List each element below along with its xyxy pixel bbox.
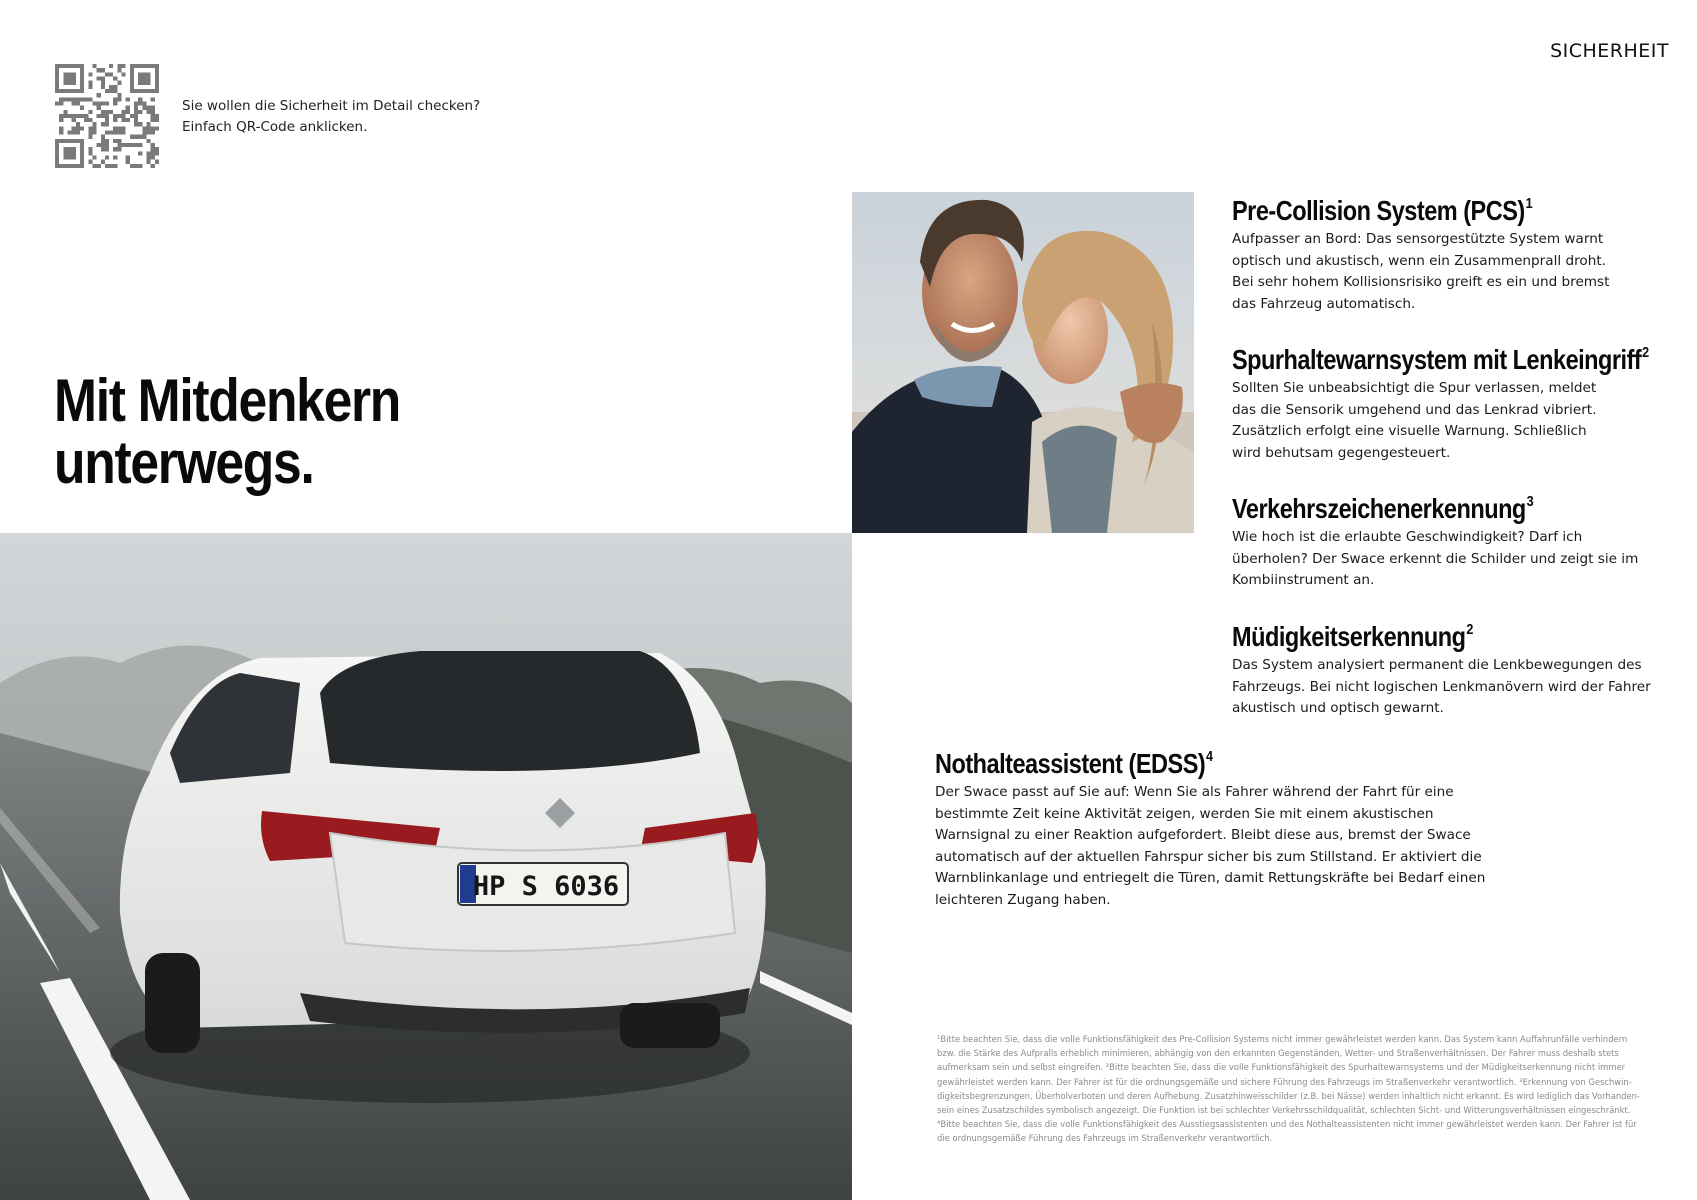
feature-title: Verkehrszeichenerkennung$^3$ <box>1232 493 1534 524</box>
feature-pcs <box>1232 188 1609 315</box>
footnote-line: sein eines Zusatzschildes symbolisch angezeigt. Die Funktion ist bei schlechter Verkehrsschildqualität, schlechten Sicht- und Witterungsverhältnissen eingeschränkt. <box>937 1105 1631 1116</box>
feature-traffic-sign <box>1232 486 1638 592</box>
couple-photo <box>852 192 1194 533</box>
feature-title: Pre-Collision System (PCS)$^1$ <box>1232 195 1533 226</box>
qr-code-graphic <box>55 64 159 168</box>
qr-caption-line: Einfach QR-Code anklicken. <box>182 119 368 135</box>
license-plate-text: HP S 6036 <box>472 871 620 902</box>
feature-lane-keeping <box>1232 337 1697 464</box>
feature-text: Das System analysiert permanent die Lenkbewegungen des Fahrzeugs. Bei nicht logischen Lenkmanövern wird der Fahrer akustisch und optisch gewarnt. <box>1232 657 1651 716</box>
footnotes <box>937 1032 1665 1146</box>
footnote-line: digkeitsbegrenzungen, Überholverboten und deren Aufhebung. Zusatzhinweisschilder (z.B. bei Nässe) werden inhaltlich nicht erkannt. Es wird lediglich das Vorhanden- <box>937 1090 1640 1101</box>
feature-title: Müdigkeitserkennung$^2$ <box>1232 621 1473 652</box>
footnote-line: ⁴Bitte beachten Sie, dass die volle Funktionsfähigkeit des Ausstiegsassistenten und des Nothalteassistenten nicht immer gewährleistet werden kann. Der Fahrer ist für <box>937 1119 1637 1130</box>
page-headline <box>54 367 401 496</box>
section-label: SICHERHEIT <box>1550 40 1669 62</box>
feature-text: Der Swace passt auf Sie auf: Wenn Sie als Fahrer während der Fahrt für eine bestimmte Zeit keine Aktivität zeigen, werden Sie mit einem akustischen Warnsignal zu einer Reaktion aufgefordert. Bleibt diese aus, bremst der Swace automatisch auf der aktuellen Fahrspur sicher bis zum Stillstand. Er aktiviert die Warnblinkanlage und entriegelt die Türen, damit Rettungskräfte bei Bedarf einen leichteren Zugang haben. <box>935 784 1486 908</box>
car-photo <box>0 533 852 1200</box>
footnote-line: ¹Bitte beachten Sie, dass die volle Funktionsfähigkeit des Pre-Collision Systems nicht immer gewährleistet werden kann. Das System kann Auffahrunfälle verhindern <box>937 1034 1628 1044</box>
feature-edss <box>935 741 1485 911</box>
headline-line: unterwegs. <box>54 429 314 496</box>
feature-text: Sollten Sie unbeabsichtigt die Spur verlassen, meldet das die Sensorik umgehend und das Lenkrad vibriert. Zusätzlich erfolgt eine visuelle Warnung. Schließlich wird behutsam gegengesteuert. <box>1232 380 1597 461</box>
qr-caption <box>182 96 480 138</box>
qr-caption-line: Sie wollen die Sicherheit im Detail checken? <box>182 98 481 114</box>
headline-line: Mit Mitdenkern <box>54 367 401 434</box>
feature-text: Aufpasser an Bord: Das sensorgestützte System warnt optisch und akustisch, wenn ein Zusammenprall droht. Bei sehr hohem Kollisionsrisiko greift es ein und bremst das Fahrzeug automatisch. <box>1232 231 1610 312</box>
footnote-line: aufmerksam sein und selbst eingreifen. ²Bitte beachten Sie, dass die volle Funktionsfähigkeit des Spurhaltewarnsystems und der Müdigkeitserkennung nicht immer <box>937 1062 1626 1073</box>
feature-title: Spurhaltewarnsystem mit Lenkeingriff$^2$ <box>1232 344 1649 375</box>
feature-title: Nothalteassistent (EDSS)$^4$ <box>935 748 1213 779</box>
footnote-line: bzw. die Stärke des Aufpralls erheblich minimieren, abhängig von den erkannten Gegenständen, Wetter- und Straßenverhältnissen. Der Fahrer muss deshalb stets <box>937 1048 1619 1059</box>
feature-drowsiness <box>1232 614 1651 720</box>
feature-text: Wie hoch ist die erlaubte Geschwindigkeit? Darf ich überholen? Der Swace erkennt die Schilder und zeigt sie im Kombiinstrument an. <box>1232 529 1639 588</box>
qr-code[interactable] <box>55 64 159 168</box>
footnote-line: die ordnungsgemäße Führung des Fahrzeugs im Straßenverkehr verantwortlich. <box>937 1133 1273 1144</box>
footnote-line: gewährleistet werden kann. Der Fahrer ist für die ordnungsgemäße und sichere Führung des Fahrzeugs im Straßenverkehr verantwortlich. ³Erkennung von Geschwin- <box>937 1076 1632 1087</box>
